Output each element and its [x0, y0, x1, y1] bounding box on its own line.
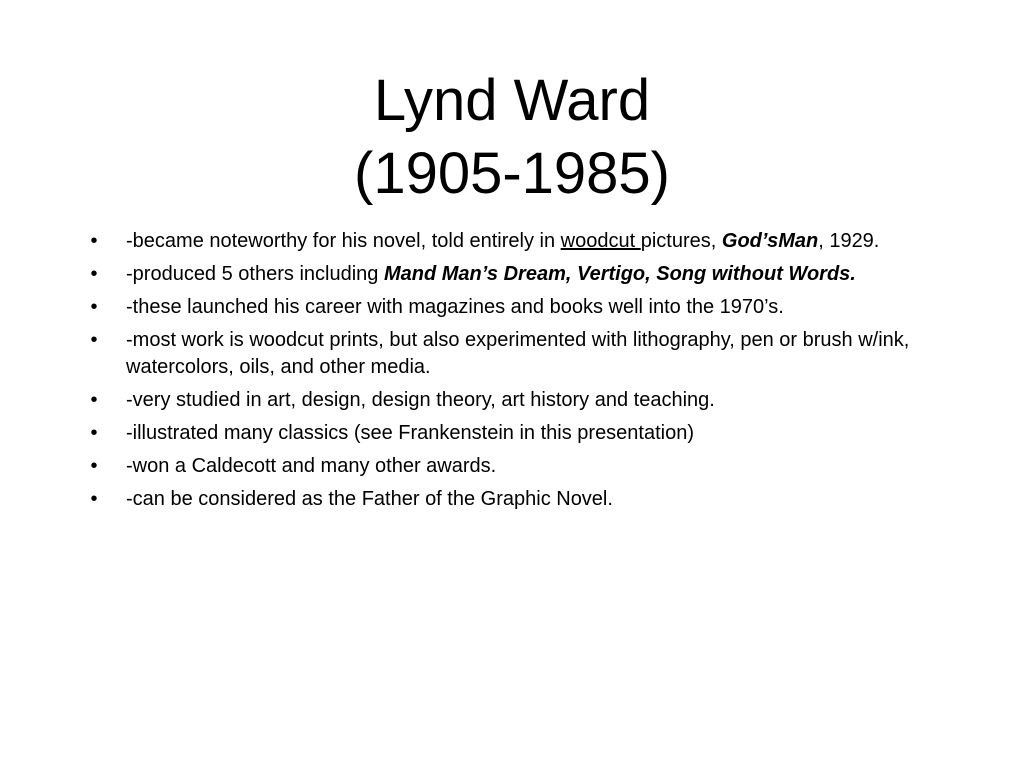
title-name: Lynd Ward [373, 68, 651, 133]
bullet-item [90, 486, 926, 513]
bullet-text: -won a Caldecott and many other awards. [126, 455, 497, 477]
bullet-item [90, 327, 926, 381]
bullet-list [90, 228, 926, 519]
bullet-item [90, 294, 926, 321]
bullet-item [90, 420, 926, 447]
title-dates: (1905-1985) [354, 141, 670, 206]
bullet-text: -very studied in art, design, design theory, art history and teaching. [126, 389, 715, 411]
bullet-text: , 1929. [818, 230, 880, 252]
book-title: God’sMan [721, 230, 819, 252]
bullet-text: pictures, [640, 230, 722, 252]
bullet-marker: • [90, 230, 98, 252]
bullet-marker: • [90, 296, 98, 318]
slide-title [0, 64, 1024, 210]
bullet-text: -most work is woodcut prints, but also experimented with lithography, pen or brush w/ink, watercolors, oils, and other media. [126, 329, 910, 378]
bullet-text: -these launched his career with magazines and books well into the 1970’s. [126, 296, 784, 318]
bullet-text: -can be considered as the Father of the Graphic Novel. [126, 488, 613, 510]
bullet-marker: • [90, 329, 98, 351]
bullet-marker: • [90, 455, 98, 477]
bullet-marker: • [90, 488, 98, 510]
book-titles: Mand Man’s Dream, Vertigo, Song without Words. [383, 263, 856, 285]
bullet-marker: • [90, 263, 98, 285]
bullet-text: -produced 5 others including [126, 263, 384, 285]
underlined-term: woodcut [560, 230, 641, 252]
bullet-item [90, 261, 926, 288]
bullet-item [90, 228, 926, 255]
bullet-marker: • [90, 422, 98, 444]
bullet-text: -illustrated many classics (see Frankenstein in this presentation) [126, 422, 695, 444]
bullet-text: -became noteworthy for his novel, told entirely in [126, 230, 561, 252]
bullet-marker: • [90, 389, 98, 411]
bullet-item [90, 453, 926, 480]
bullet-item [90, 387, 926, 414]
